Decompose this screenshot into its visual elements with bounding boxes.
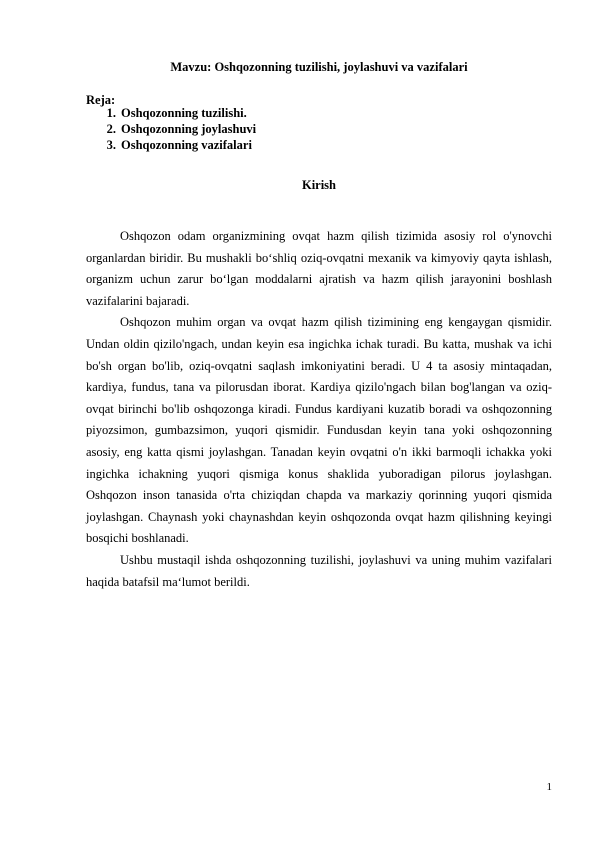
plan-item [86,121,256,137]
paragraph: Oshqozon muhim organ va ovqat hazm qilish tizimining eng kengaygan qismidir. Undan oldin qizilo'ngach, undan keyin esa ingichka ichak turadi. Bu katta, mushak va ichi bo'sh organ bo'lib, oziq-ovqatni saqlash imkoniyatini beradi. U 4 ta asosiy mintaqadan, kardiya, fundus, tana va pilorusdan iborat. Kardiya qizilo'ngach bilan bog'langan va oziq-ovqat birinchi bo'lib oshqozonga kiradi. Fundus kardiyani kuzatib boradi va oshqozonning piyozsimon, gumbazsimon, yuqori qismidir. Fundusdan keyin tana yoki oshqozonning asosiy, eng katta qismi joylashgan. Tanadan keyin ovqatni o'n ikki barmoqli ichakka yoki ingichka ichakning yuqori qismiga konus shaklida yuboradigan pilorus joylashgan. Oshqozon inson tanasida o'rta chiziqdan chapda va markaziy qorinning yuqori qismida joylashgan. Chaynash yoki chaynashdan keyin oshqozonda ovqat hazm qilishning keyingi bosqichi boshlanadi. [86,315,552,546]
paragraph: Ushbu mustaqil ishda oshqozonning tuzilishi, joylashuvi va uning muhim vazifalari haqida batafsil ma‘lumot berildi. [86,552,552,589]
body-text [86,226,552,593]
document-title: Mavzu: Oshqozonning tuzilishi, joylashuvi va vazifalari [170,60,468,74]
plan-item [86,105,256,121]
plan-item-text: Oshqozonning joylashuvi [121,122,257,136]
plan-item-text: Oshqozonning tuzilishi. [121,106,247,120]
section-heading-kirish: Kirish [301,178,337,192]
paragraph: Oshqozon odam organizmining ovqat hazm qilish tizimida asosiy rol o'ynovchi organlardan biridir. Bu mushakli bo‘shliq oziq-ovqatni mexanik va kimyoviy qayta ishlash, organizm uchun zarur bo‘lgan moddalarni ajratish va hazm qilish jarayonini boshlash vazifalarini bajaradi. [86,229,552,308]
plan-item [86,137,256,153]
plan-item-text: Oshqozonning vazifalari [121,138,252,152]
plan-item-number: 2. [106,122,116,136]
plan-item-number: 3. [106,138,116,152]
plan-list [86,105,256,153]
plan-heading: Reja: [86,93,116,107]
page-number: 1 [546,781,552,793]
plan-item-number: 1. [106,106,116,120]
